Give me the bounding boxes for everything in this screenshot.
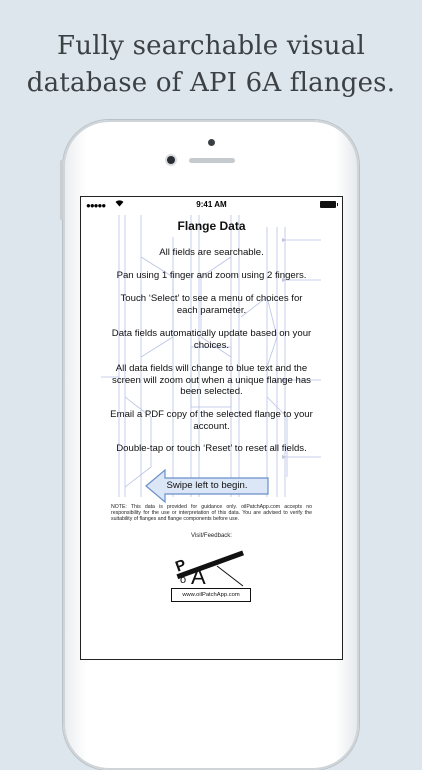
logo-letter-a: A (191, 564, 206, 588)
instruction-select: Touch ‘Select’ to see a menu of choices for each parameter. (120, 293, 303, 316)
headline-line-1: Fully searchable visual (57, 31, 365, 61)
instruction-blue-text: All data fields will change to blue text and the screen will zoom out when a unique flange has been selected. (112, 363, 311, 397)
swipe-left-button[interactable] (145, 468, 269, 504)
earpiece-speaker (189, 158, 235, 163)
visit-feedback-label: Visit/Feedback: (191, 533, 232, 539)
instruction-reset: Double-tap or touch ‘Reset’ to reset all fields. (116, 443, 307, 454)
disclaimer-note: NOTE: This data is provided for guidance only. oilPatchApp.com accepts no responsibility for the use or interpretation of this data. You are advised to verify the suitability of flanges and flange components before use. (111, 504, 312, 522)
oilpatchapp-logo[interactable] (171, 540, 253, 588)
logo-letter-o: o (180, 574, 187, 586)
instruction-searchable: All fields are searchable. (159, 247, 264, 258)
instruction-pan-zoom: Pan using 1 finger and zoom using 2 fingers. (116, 270, 307, 281)
signal-strength-icon: ●●●●● (86, 201, 106, 210)
swipe-label: Swipe left to begin. (166, 480, 248, 491)
battery-icon (320, 201, 336, 208)
status-bar (81, 197, 342, 213)
side-button (60, 160, 63, 220)
headline-line-2: database of API 6A flanges. (26, 68, 396, 98)
logo-letter-p: P (173, 556, 189, 576)
headline (0, 28, 422, 102)
app-screen[interactable] (80, 196, 343, 660)
instruction-auto-update: Data fields automatically update based on your choices. (111, 328, 312, 351)
instruction-email-pdf: Email a PDF copy of the selected flange to your account. (110, 409, 313, 432)
front-camera-icon (167, 156, 175, 164)
status-time: 9:41 AM (196, 200, 227, 209)
proximity-sensor (208, 139, 215, 146)
screen-title: Flange Data (177, 219, 246, 233)
phone-frame (63, 120, 359, 770)
website-link[interactable]: www.oilPatchApp.com (171, 588, 251, 602)
